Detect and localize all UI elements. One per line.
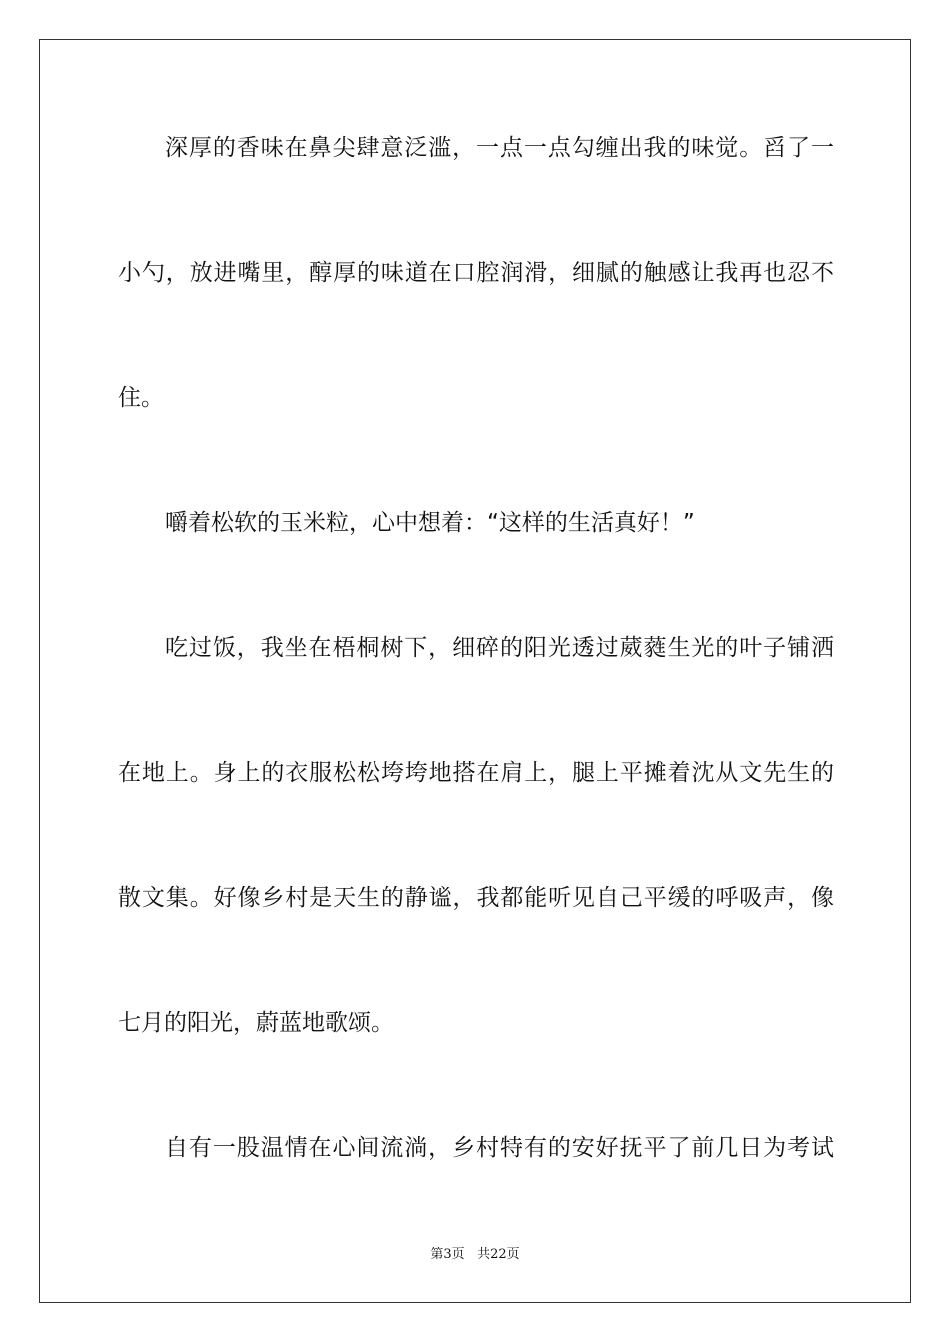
paragraph-3-line-2: 在地上。身上的衣服松松垮垮地搭在肩上，腿上平摊着沈从文先生的 (118, 760, 834, 786)
paragraph-3-line-1: 吃过饭，我坐在梧桐树下，细碎的阳光透过葳蕤生光的叶子铺洒 (165, 635, 834, 661)
paragraph-2-line-1: 嚼着松软的玉米粒，心中想着：“这样的生活真好！” (165, 510, 695, 536)
current-page-label: 第3页 (430, 1247, 465, 1262)
paragraph-1-line-2: 小勺，放进嘴里，醇厚的味道在口腔润滑，细腻的触感让我再也忍不 (118, 260, 834, 286)
paragraph-1-line-1: 深厚的香味在鼻尖肆意泛滥，一点一点勾缠出我的味觉。舀了一 (165, 135, 834, 161)
total-pages-label: 共22页 (477, 1247, 520, 1262)
page-footer (0, 1246, 950, 1264)
paragraph-3-line-3: 散文集。好像乡村是天生的静谧，我都能听见自己平缓的呼吸声，像 (118, 885, 834, 911)
paragraph-1-line-3: 住。 (118, 385, 164, 411)
page-frame (39, 39, 911, 1303)
paragraph-4-line-1: 自有一股温情在心间流淌，乡村特有的安好抚平了前几日为考试 (165, 1135, 834, 1161)
paragraph-3-line-4: 七月的阳光，蔚蓝地歌颂。 (118, 1010, 394, 1036)
